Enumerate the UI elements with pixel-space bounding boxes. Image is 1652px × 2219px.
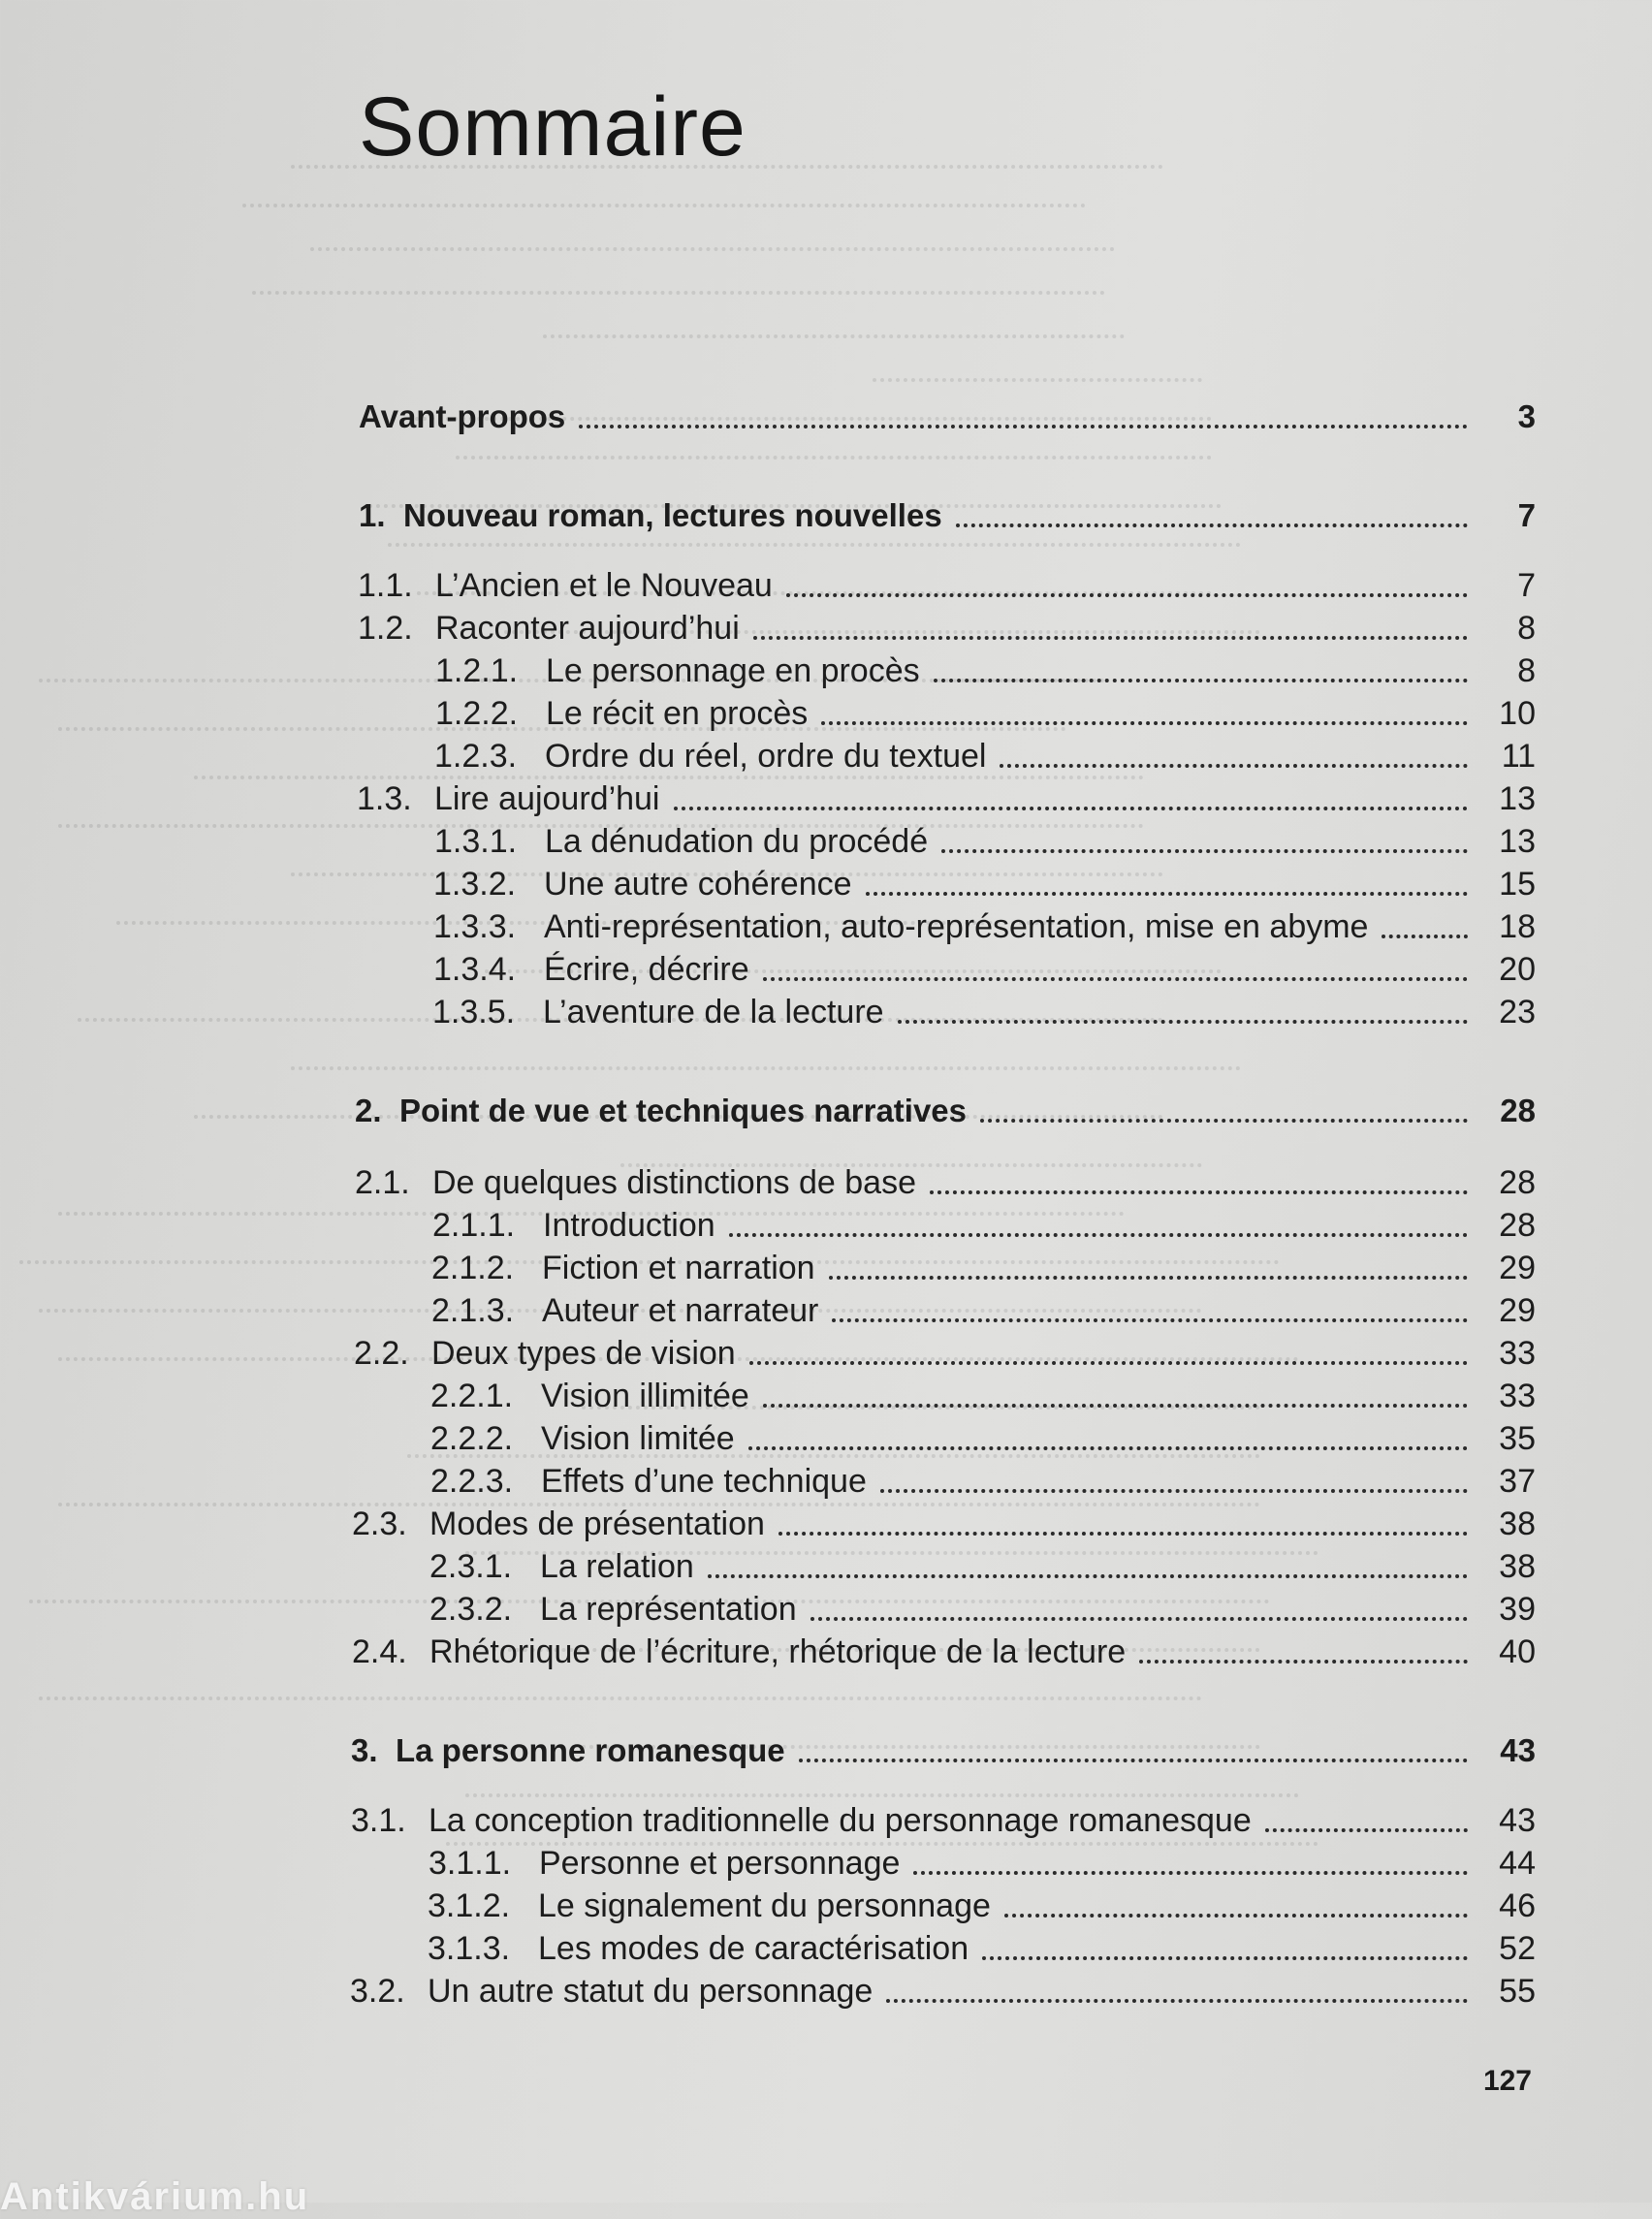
toc-entry-title: L’Ancien et le Nouveau <box>435 567 773 604</box>
toc-entry-number: 2.2.2. <box>430 1420 514 1457</box>
toc-entry-title: Effets d’une technique <box>541 1463 867 1500</box>
toc-entry-page: 39 <box>1499 1591 1536 1628</box>
toc-entry <box>432 991 1536 1033</box>
toc-entry-page: 40 <box>1499 1633 1536 1670</box>
toc-entry-title: La représentation <box>540 1591 797 1628</box>
dot-leader <box>829 1276 1468 1280</box>
toc-entry-number: 1.3. <box>357 780 412 817</box>
toc-entry-page: 38 <box>1499 1506 1536 1542</box>
dot-leader <box>1139 1660 1468 1664</box>
toc-entry-number: 1. <box>359 497 386 533</box>
dot-leader <box>799 1759 1468 1762</box>
dot-leader <box>1265 1828 1468 1832</box>
toc-entry-page: 13 <box>1499 780 1536 817</box>
toc-entry-page: 37 <box>1499 1463 1536 1500</box>
toc-entry <box>429 1842 1536 1885</box>
toc-entry-page: 8 <box>1517 610 1536 647</box>
toc-entry-number: 3.1. <box>351 1802 406 1839</box>
toc-entry-number: 2.2.1. <box>430 1378 514 1414</box>
toc-entry-title: De quelques distinctions de base <box>432 1164 916 1201</box>
toc-entry-title: Introduction <box>543 1207 715 1244</box>
toc-entry <box>430 1375 1536 1417</box>
dot-leader <box>1382 935 1468 938</box>
toc-entry-page: 7 <box>1517 567 1536 604</box>
toc-entry-page: 38 <box>1499 1548 1536 1585</box>
toc-entry <box>354 1332 1536 1375</box>
toc-entry-title: Le personnage en procès <box>546 652 920 689</box>
dot-leader <box>930 1190 1468 1194</box>
dot-leader <box>956 523 1468 527</box>
toc-entry <box>350 1970 1536 2013</box>
toc-entry-number: 2.3.2. <box>429 1591 513 1628</box>
toc-entry <box>435 692 1536 735</box>
toc-entry-title: Lire aujourd’hui <box>434 780 660 817</box>
toc-entry-title: Écrire, décrire <box>544 951 749 988</box>
toc-entry-title: La personne romanesque <box>396 1732 785 1768</box>
toc-entry-page: 46 <box>1499 1887 1536 1924</box>
dot-leader <box>708 1574 1468 1578</box>
toc-entry-number: 2.1.1. <box>432 1207 516 1244</box>
toc-entry-title: La dénudation du procédé <box>545 823 929 860</box>
toc-entry-page: 11 <box>1501 738 1536 775</box>
toc-entry-number: 2.3.1. <box>429 1548 513 1585</box>
toc-entry <box>428 1927 1536 1970</box>
toc-entry <box>352 1503 1536 1545</box>
dot-leader <box>810 1617 1468 1621</box>
page-title: Sommaire <box>359 80 747 174</box>
toc-entry-page: 28 <box>1499 1207 1536 1244</box>
toc-entry-number: 3. <box>351 1732 378 1768</box>
toc-entry-page: 18 <box>1499 908 1536 945</box>
dot-leader <box>886 1999 1468 2003</box>
toc-entry-page: 33 <box>1499 1335 1536 1372</box>
dot-leader <box>729 1233 1468 1237</box>
dot-leader <box>941 849 1468 853</box>
toc-entry-number: 3.1.2. <box>428 1887 511 1924</box>
toc-entry-number: 1.2.2. <box>435 695 519 732</box>
toc-entry-title: Anti-représentation, auto-représentation, mise en abyme <box>544 908 1369 945</box>
toc-entry-number: 1.3.3. <box>433 908 517 945</box>
toc-entry-page: 15 <box>1499 866 1536 903</box>
toc-entry-title: Ordre du réel, ordre du textuel <box>545 738 987 775</box>
toc-entry-title: Vision limitée <box>541 1420 735 1457</box>
toc-entry-title: Les modes de caractérisation <box>538 1930 969 1967</box>
toc-entry <box>434 735 1536 777</box>
toc-entry <box>351 1799 1536 1842</box>
page-number: 127 <box>1482 2065 1532 2097</box>
toc-entry-title: La relation <box>540 1548 694 1585</box>
toc-entry-page: 55 <box>1499 1973 1536 2010</box>
toc-entry <box>433 905 1536 948</box>
toc-entry <box>355 1161 1536 1204</box>
toc-entry-page: 43 <box>1499 1802 1536 1839</box>
dot-leader <box>934 679 1468 682</box>
toc-entry-title: Point de vue et techniques narratives <box>399 1093 968 1128</box>
toc-entry-page: 7 <box>1517 497 1536 533</box>
toc-entry-page: 29 <box>1499 1250 1536 1286</box>
toc-entry <box>430 1460 1536 1503</box>
toc-entry-number: 1.3.1. <box>434 823 518 860</box>
toc-entry-number: 1.2.3. <box>434 738 518 775</box>
toc-entry-number: 3.2. <box>350 1973 405 2010</box>
dot-leader <box>763 1404 1468 1408</box>
dot-leader <box>832 1318 1468 1322</box>
toc-entry-number: 2.1. <box>355 1164 410 1201</box>
toc-entry <box>433 948 1536 991</box>
toc-chapter-entry <box>359 396 1536 438</box>
toc-entry-number: 1.3.4. <box>433 951 517 988</box>
toc-entry-title: Un autre statut du personnage <box>428 1973 874 2010</box>
dot-leader <box>579 425 1468 428</box>
toc-entry-number: 1.2.1. <box>435 652 519 689</box>
toc-entry-title: Auteur et narrateur <box>542 1292 819 1329</box>
toc-entry-number: 2.1.3. <box>431 1292 515 1329</box>
toc-entry-page: 10 <box>1499 695 1536 732</box>
dot-leader <box>1000 764 1468 768</box>
toc-entry-page: 44 <box>1499 1845 1536 1882</box>
toc-entry <box>431 1247 1536 1289</box>
toc-entry-page: 23 <box>1499 994 1536 1030</box>
toc-entry <box>432 1204 1536 1247</box>
toc-entry-page: 13 <box>1499 823 1536 860</box>
dot-leader <box>674 807 1469 810</box>
toc-entry <box>357 777 1536 820</box>
toc-entry <box>434 820 1536 863</box>
toc-entry-title: Le signalement du personnage <box>538 1887 991 1924</box>
toc-entry-title: Vision illimitée <box>541 1378 749 1414</box>
toc-entry-page: 28 <box>1499 1164 1536 1201</box>
toc-chapter-entry <box>351 1729 1536 1772</box>
toc-entry <box>429 1545 1536 1588</box>
toc-entry-page: 52 <box>1499 1930 1536 1967</box>
toc-entry <box>428 1885 1536 1927</box>
toc-entry-title: Rhétorique de l’écriture, rhétorique de la lecture <box>429 1633 1127 1670</box>
dot-leader <box>753 636 1468 640</box>
toc-entry-page: 35 <box>1499 1420 1536 1457</box>
toc-entry-number: 1.2. <box>358 610 413 647</box>
toc-chapter-entry <box>359 494 1536 537</box>
dot-leader <box>821 721 1468 725</box>
dot-leader <box>1004 1914 1468 1918</box>
toc-entry-title: Nouveau roman, lectures nouvelles <box>403 497 942 533</box>
toc-entry-number: 1.3.2. <box>433 866 517 903</box>
dot-leader <box>898 1020 1468 1024</box>
toc-entry-number: 2.3. <box>352 1506 407 1542</box>
toc-entry-page: 3 <box>1517 398 1536 434</box>
toc-entry-number: 2.2.3. <box>430 1463 514 1500</box>
toc-entry-title: Raconter aujourd’hui <box>435 610 740 647</box>
toc-entry <box>435 650 1536 692</box>
watermark: Antikvárium.hu <box>0 2175 310 2218</box>
toc-entry-page: 28 <box>1500 1093 1536 1128</box>
dot-leader <box>748 1446 1468 1450</box>
toc-entry-title: Deux types de vision <box>431 1335 736 1372</box>
toc-entry <box>358 607 1536 650</box>
dot-leader <box>763 977 1468 981</box>
dot-leader <box>982 1956 1468 1960</box>
toc-entry-number: 3.1.1. <box>429 1845 512 1882</box>
toc-entry-title: Avant-propos <box>359 398 566 434</box>
toc-entry-page: 43 <box>1500 1732 1536 1768</box>
toc-entry-title: Personne et personnage <box>539 1845 901 1882</box>
dot-leader <box>749 1361 1468 1365</box>
toc-entry-number: 2.4. <box>352 1633 407 1670</box>
dot-leader <box>778 1532 1468 1536</box>
toc-entry-title: Le récit en procès <box>546 695 809 732</box>
toc-entry-page: 20 <box>1499 951 1536 988</box>
toc-entry-number: 2.1.2. <box>431 1250 515 1286</box>
toc-entry-page: 33 <box>1499 1378 1536 1414</box>
dot-leader <box>786 593 1468 597</box>
toc-entry-title: Modes de présentation <box>429 1506 765 1542</box>
toc-entry-number: 1.1. <box>358 567 413 604</box>
toc-chapter-entry <box>355 1090 1536 1132</box>
toc-entry <box>429 1588 1536 1631</box>
toc-entry-page: 29 <box>1499 1292 1536 1329</box>
toc-entry-page: 8 <box>1517 652 1536 689</box>
toc-entry <box>433 863 1536 905</box>
toc-entry <box>430 1417 1536 1460</box>
dot-leader <box>980 1119 1468 1123</box>
dot-leader <box>913 1871 1468 1875</box>
toc-entry <box>431 1289 1536 1332</box>
toc-entry-title: Fiction et narration <box>542 1250 815 1286</box>
dot-leader <box>880 1489 1468 1493</box>
toc-entry-number: 3.1.3. <box>428 1930 511 1967</box>
dot-leader <box>866 892 1468 896</box>
toc-entry-number: 2.2. <box>354 1335 409 1372</box>
toc-entry-title: L’aventure de la lecture <box>543 994 884 1030</box>
toc-entry-title: Une autre cohérence <box>544 866 852 903</box>
toc-entry <box>352 1631 1536 1673</box>
toc-entry <box>358 564 1536 607</box>
toc-entry-number: 2. <box>355 1093 382 1128</box>
toc-entry-title: La conception traditionnelle du personnage romanesque <box>429 1802 1252 1839</box>
toc-entry-number: 1.3.5. <box>432 994 516 1030</box>
